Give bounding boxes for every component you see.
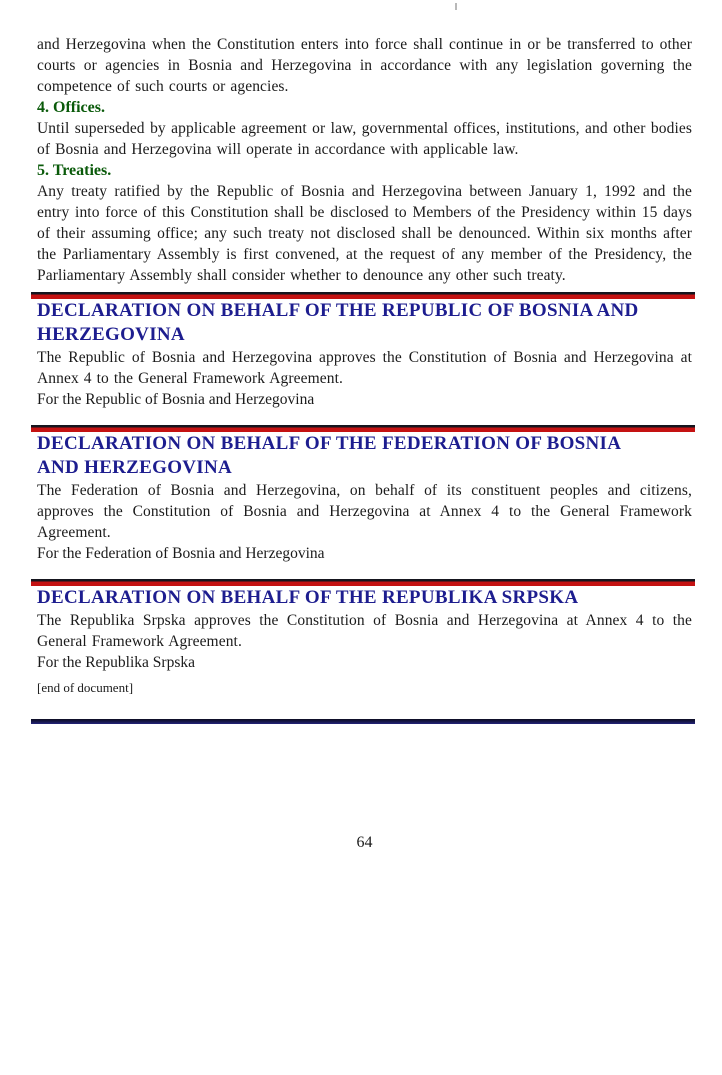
declaration-heading-srpska-line1: DECLARATION ON BEHALF OF THE REPUBLIKA SRPSKA [37, 587, 579, 608]
signatory-line-srpska: For the Republika Srpska [37, 654, 195, 671]
horizontal-rule-red [31, 579, 695, 586]
horizontal-rule-red [31, 425, 695, 432]
declaration-heading-federation [37, 432, 692, 480]
declaration-body-republic: The Republic of Bosnia and Herzegovina approves the Constitution of Bosnia and Herzegovina at Annex 4 to the General Framework Agreement. [37, 349, 692, 387]
page-number: 64 [356, 834, 373, 851]
end-of-document-note: [end of document] [37, 680, 134, 695]
declaration-heading-republic-line1: DECLARATION ON BEHALF OF THE REPUBLIC OF BOSNIA AND [37, 300, 639, 321]
offices-paragraph: Until superseded by applicable agreement or law, governmental offices, institutions, and other bodies of Bosnia and Herzegovina will operate in accordance with applicable law. [37, 120, 692, 158]
declaration-heading-republic-line2: HERZEGOVINA [37, 324, 185, 345]
declaration-heading-federation-line2: AND HERZEGOVINA [37, 457, 233, 478]
declaration-body-federation: The Federation of Bosnia and Herzegovina, on behalf of its constituent peoples and citizens, approves the Constitution of Bosnia and Herzegovina at Annex 4 to the General Framework Agreement. [37, 482, 692, 541]
horizontal-rule-dark [31, 719, 695, 724]
declaration-body-srpska: The Republika Srpska approves the Constitution of Bosnia and Herzegovina at Annex 4 to the General Framework Agreement. [37, 612, 692, 650]
declaration-heading-federation-line1: DECLARATION ON BEHALF OF THE FEDERATION OF BOSNIA [37, 433, 622, 454]
scan-artifact-mark [455, 3, 457, 10]
section-heading-treaties: 5. Treaties. [37, 162, 112, 179]
continuation-paragraph: and Herzegovina when the Constitution enters into force shall continue in or be transferred to other courts or agencies in Bosnia and Herzegovina in accordance with any legislation governing the competence of such courts or agencies. [37, 36, 692, 95]
signatory-line-federation: For the Federation of Bosnia and Herzegovina [37, 545, 325, 562]
declaration-heading-srpska [37, 586, 692, 610]
section-heading-offices: 4. Offices. [37, 99, 105, 116]
declaration-heading-republic [37, 299, 692, 347]
signatory-line-republic: For the Republic of Bosnia and Herzegovina [37, 391, 315, 408]
horizontal-rule-red [31, 292, 695, 299]
treaties-paragraph: Any treaty ratified by the Republic of Bosnia and Herzegovina between January 1, 1992 and the entry into force of this Constitution shall be disclosed to Members of the Presidency within 15 days of their assuming office; any such treaty not disclosed shall be denounced. Within six months after the Parliamentary Assembly is first convened, at the request of any member of the Presidency, the Parliamentary Assembly shall consider whether to denounce any other such treaty. [37, 183, 692, 284]
